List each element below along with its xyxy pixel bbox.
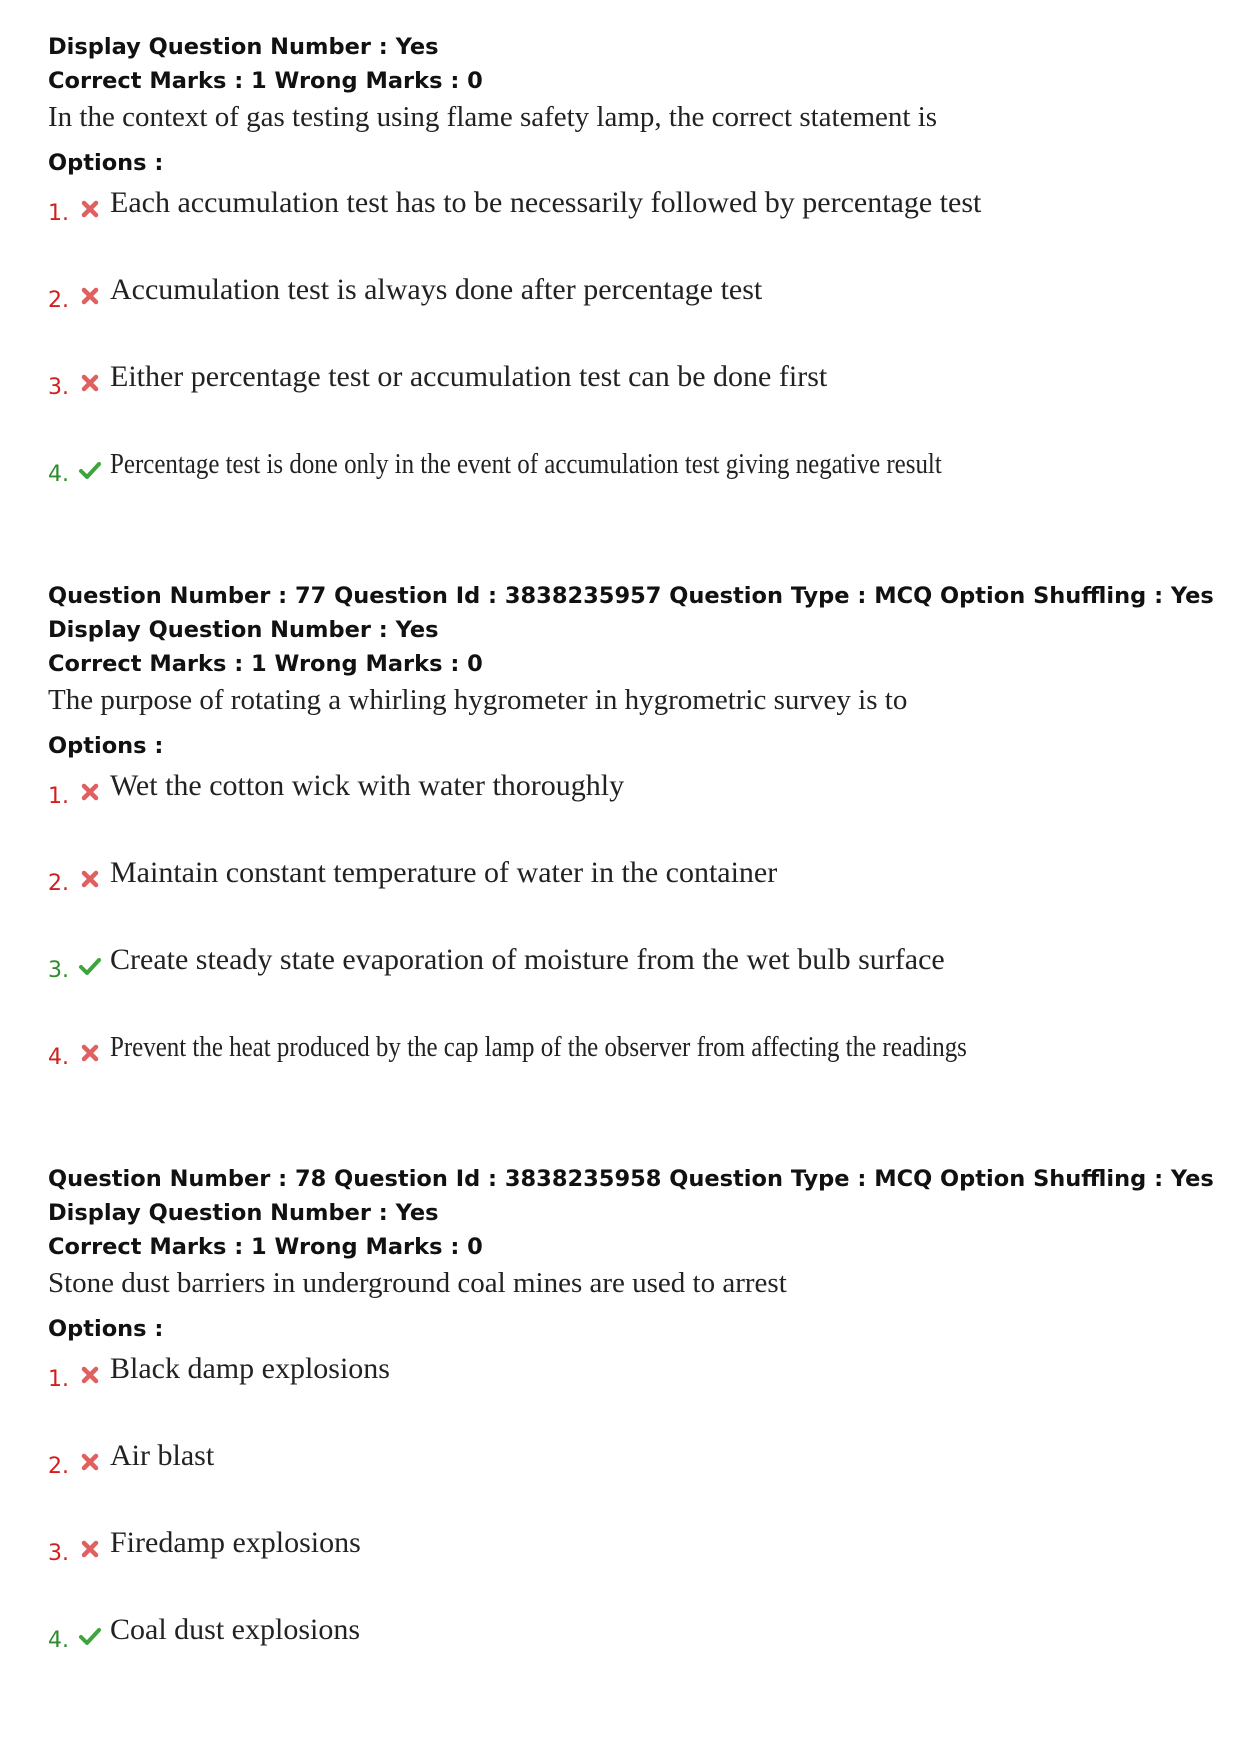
marks-line: Correct Marks : 1 Wrong Marks : 0	[48, 651, 483, 677]
question-text: Stone dust barriers in underground coal mines are used to arrest	[48, 1267, 787, 1299]
option-item	[48, 1349, 1198, 1436]
cross-icon	[78, 371, 102, 395]
option-item	[48, 1436, 1198, 1523]
question-77	[48, 579, 1214, 1114]
cross-icon	[78, 284, 102, 308]
option-item	[48, 766, 1198, 853]
display-question-number: Display Question Number : Yes	[48, 1200, 439, 1226]
option-text: Air blast	[110, 1439, 215, 1472]
option-item	[48, 357, 1198, 444]
option-item	[48, 1523, 1198, 1610]
question-header: Question Number : 77 Question Id : 3838235957 Question Type : MCQ Option Shuffling : Yes	[48, 583, 1214, 609]
question-76	[48, 30, 1198, 531]
option-number: 2.	[48, 288, 69, 313]
question-page	[48, 30, 1214, 1697]
question-text: In the context of gas testing using flame safety lamp, the correct statement is	[48, 101, 938, 133]
option-text: Maintain constant temperature of water in the container	[110, 856, 778, 889]
option-item	[48, 853, 1198, 940]
options-label: Options :	[48, 1316, 164, 1342]
option-number: 3.	[48, 958, 69, 983]
question-text: The purpose of rotating a whirling hygrometer in hygrometric survey is to	[48, 684, 908, 716]
option-item	[48, 940, 1198, 1027]
option-item	[48, 183, 1198, 270]
option-number: 1.	[48, 784, 69, 809]
display-question-number: Display Question Number : Yes	[48, 617, 439, 643]
option-item	[48, 444, 1198, 531]
cross-icon	[78, 1041, 102, 1065]
option-text: Black damp explosions	[110, 1352, 390, 1385]
question-78	[48, 1162, 1214, 1697]
question-header: Question Number : 78 Question Id : 3838235958 Question Type : MCQ Option Shuffling : Yes	[48, 1166, 1214, 1192]
cross-icon	[78, 780, 102, 804]
option-number: 4.	[48, 462, 69, 487]
option-text: Wet the cotton wick with water thoroughly	[110, 769, 625, 802]
option-number: 4.	[48, 1628, 69, 1653]
check-icon	[78, 458, 102, 482]
option-number: 3.	[48, 375, 69, 400]
cross-icon	[78, 197, 102, 221]
option-text: Create steady state evaporation of moisture from the wet bulb surface	[110, 943, 945, 976]
cross-icon	[78, 867, 102, 891]
marks-line: Correct Marks : 1 Wrong Marks : 0	[48, 1234, 483, 1260]
option-number: 2.	[48, 1454, 69, 1479]
option-text: Accumulation test is always done after percentage test	[110, 273, 763, 306]
option-text: Each accumulation test has to be necessarily followed by percentage test	[110, 186, 982, 219]
display-question-number: Display Question Number : Yes	[48, 34, 439, 60]
options-label: Options :	[48, 733, 164, 759]
option-number: 1.	[48, 201, 69, 226]
option-number: 4.	[48, 1045, 69, 1070]
cross-icon	[78, 1363, 102, 1387]
option-text: Coal dust explosions	[110, 1613, 361, 1646]
option-number: 1.	[48, 1367, 69, 1392]
cross-icon	[78, 1450, 102, 1474]
option-number: 2.	[48, 871, 69, 896]
check-icon	[78, 954, 102, 978]
option-text: Firedamp explosions	[110, 1526, 361, 1559]
check-icon	[78, 1624, 102, 1648]
cross-icon	[78, 1537, 102, 1561]
option-text: Percentage test is done only in the event of accumulation test giving negative result	[110, 448, 942, 480]
marks-line: Correct Marks : 1 Wrong Marks : 0	[48, 68, 483, 94]
option-text: Prevent the heat produced by the cap lamp of the observer from affecting the readings	[110, 1031, 967, 1063]
option-text: Either percentage test or accumulation test can be done first	[110, 360, 828, 393]
option-item	[48, 270, 1198, 357]
option-item	[48, 1610, 1198, 1697]
option-item	[48, 1027, 1198, 1114]
options-label: Options :	[48, 150, 164, 176]
option-number: 3.	[48, 1541, 69, 1566]
